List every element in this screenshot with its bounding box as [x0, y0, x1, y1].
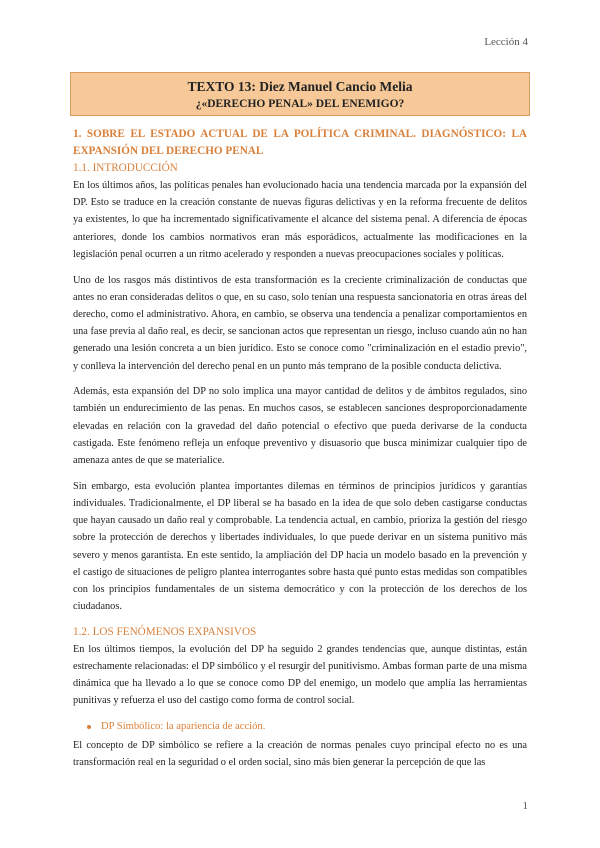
section-heading: 1. SOBRE EL ESTADO ACTUAL DE LA POLÍTICA CRIMINAL. DIAGNÓSTICO: LA EXPANSIÓN DEL DERECHO PENAL	[73, 128, 527, 157]
paragraph: Además, esta expansión del DP no solo implica una mayor cantidad de delitos y de ámbitos regulados, sino también un endurecimiento de las penas. En muchos casos, se establecen sanciones desproporcionadamente elevadas en relación con la gravedad del daño potencial o efectivo que pueda derivarse de la conducta castigada. Este fenómeno refleja un enfoque preventivo y disuasorio que busca minimizar cualquier tipo de amenaza antes de que se materialice.	[73, 386, 527, 467]
paragraph: El concepto de DP simbólico se refiere a la creación de normas penales cuyo principal efecto no es una transformación real en la seguridad o el orden social, sino más bien generar la percepción de que las	[73, 739, 527, 768]
document-title: TEXTO 13: Diez Manuel Cancio Melia	[187, 79, 413, 94]
paragraph: Sin embargo, esta evolución plantea importantes dilemas en términos de principios jurídicos y garantías individuales. Tradicionalmente, el DP liberal se ha basado en la idea de que solo deben castigarse conductas que hayan causado un daño real y comprobable. La tendencia actual, en cambio, prioriza la gestión del riesgo sobre la protección de derechos y libertades individuales, lo que puede derivar en un sistema punitivo más severo y menos garantista. En este sentido, la ampliación del DP hacia un modelo basado en la prevención y el castigo de situaciones de peligro plantea interrogantes sobre hasta qué punto estas medidas son compatibles con los principios fundamentales de un sistema democrático y con la protección de los derechos de los ciudadanos.	[73, 480, 527, 613]
bullet-dot-icon	[87, 725, 91, 729]
subsection-heading-intro: 1.1. INTRODUCCIÓN	[73, 162, 178, 174]
paragraph: Uno de los rasgos más distintivos de esta transformación es la creciente criminalización de conductas que antes no eran consideradas delitos o que, en su caso, solo tenían una respuesta sancionatoria en otras áreas del derecho, como el administrativo. Ahora, en cambio, se observa una tendencia a penalizar comportamientos en una fase previa al daño real, es decir, se sancionan actos que representan un riesgo, incluso cuando aún no han generado una lesión concreta a un bien jurídico. Esto se conoce como "criminalización en el estadio previo", y conlleva la intervención del derecho penal en un punto más temprano de la posible conducta delictiva.	[73, 274, 527, 372]
lesson-header: Lección 4	[484, 36, 528, 48]
title-box	[70, 72, 530, 116]
paragraph: En los últimos años, las políticas penales han evolucionado hacia una tendencia marcada por la expansión del DP. Esto se traduce en la creación constante de nuevas figuras delictivas y en la reforma frecuente de delitos ya existentes, lo que ha incrementado significativamente el alcance del sistema penal. A diferencia de épocas anteriores, donde los cambios normativos eran más esporádicos, actualmente las modificaciones en la legislación penal ocurren a un ritmo acelerado y responden a nuevas preocupaciones sociales y políticas.	[73, 180, 527, 260]
document-subtitle: ¿«DERECHO PENAL» DEL ENEMIGO?	[195, 98, 405, 110]
page-number: 1	[522, 800, 528, 812]
document-body	[73, 126, 527, 771]
list-item	[101, 719, 527, 735]
paragraph: En los últimos tiempos, la evolución del DP ha seguido 2 grandes tendencias que, aunque distintas, están estrechamente relacionadas: el DP simbólico y el resurgir del punitivismo. Ambas forman parte de una misma dinámica que ha llevado a lo que se conoce como DP del enemigo, un modelo que amplía las herramientas punitivas y refuerza el uso del castigo como forma de control social.	[73, 643, 527, 707]
bullet-list	[73, 719, 527, 735]
subsection-heading-expansive: 1.2. LOS FENÓMENOS EXPANSIVOS	[73, 625, 257, 638]
list-item-text: DP Simbólico: la apariencia de acción.	[101, 720, 266, 732]
